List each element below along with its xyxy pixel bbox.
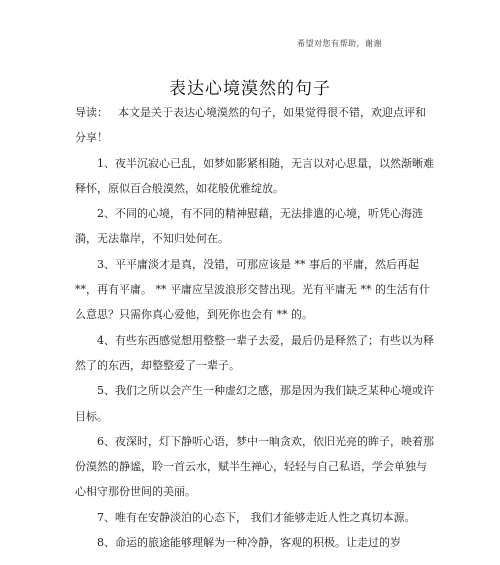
document-title: 表达心境漠然的句子	[169, 79, 331, 99]
paragraph-7: 7、唯有在安静淡泊的心态下， 我们才能够走近人性之真切本源。	[97, 510, 416, 524]
intro-text: 本文是关于表达心境漠然的句子，如果觉得很不错，欢迎点评和分享！	[75, 106, 426, 145]
intro-label: 导读：	[75, 106, 108, 119]
document-body	[75, 100, 435, 555]
intro-paragraph	[75, 100, 435, 151]
header-note: 希望对您有帮助，谢谢	[297, 39, 382, 48]
paragraph-6: 6、夜深时，灯下静听心语，梦中一晌贪欢，依旧光亮的眸子，映着那份漠然的静谧，聆一首云水，赋半生禅心，轻轻与自己私语，学会单独与心相守那份世间的美丽。	[75, 434, 434, 499]
paragraph-8: 8、命运的旅途能够理解为一种冷静，客观的积极。让走过的岁	[97, 536, 401, 550]
paragraph-2: 2、不同的心境，有不同的精神慰藉，无法排遣的心境，听凭心海涟漪，无法靠岸，不知归处何在。	[75, 207, 423, 246]
paragraph-3: 3、平平庸淡才是真，没错，可那应该是 ** 事后的平庸，然后再起**，再有平庸。 ** 平庸应呈波浪形交替出现。光有平庸无 ** 的生活有什么意思？只需你真心爱他，到死你也会有 ** 的。	[75, 257, 430, 322]
paragraph-1: 1、夜半沉寂心已乱，如梦如影紧相随，无言以对心思量，以然渐晰难释怀，原似百合般漠然，如花般优雅绽放。	[75, 156, 434, 195]
paragraph-5: 5、我们之所以会产生一种虚幻之感，那是因为我们缺乏某种心境或许目标。	[75, 384, 434, 423]
paragraph-4: 4、有些东西感觉想用整整一辈子去爱，最后仍是释然了；有些以为释然了的东西，却整整爱了一辈子。	[75, 333, 434, 372]
